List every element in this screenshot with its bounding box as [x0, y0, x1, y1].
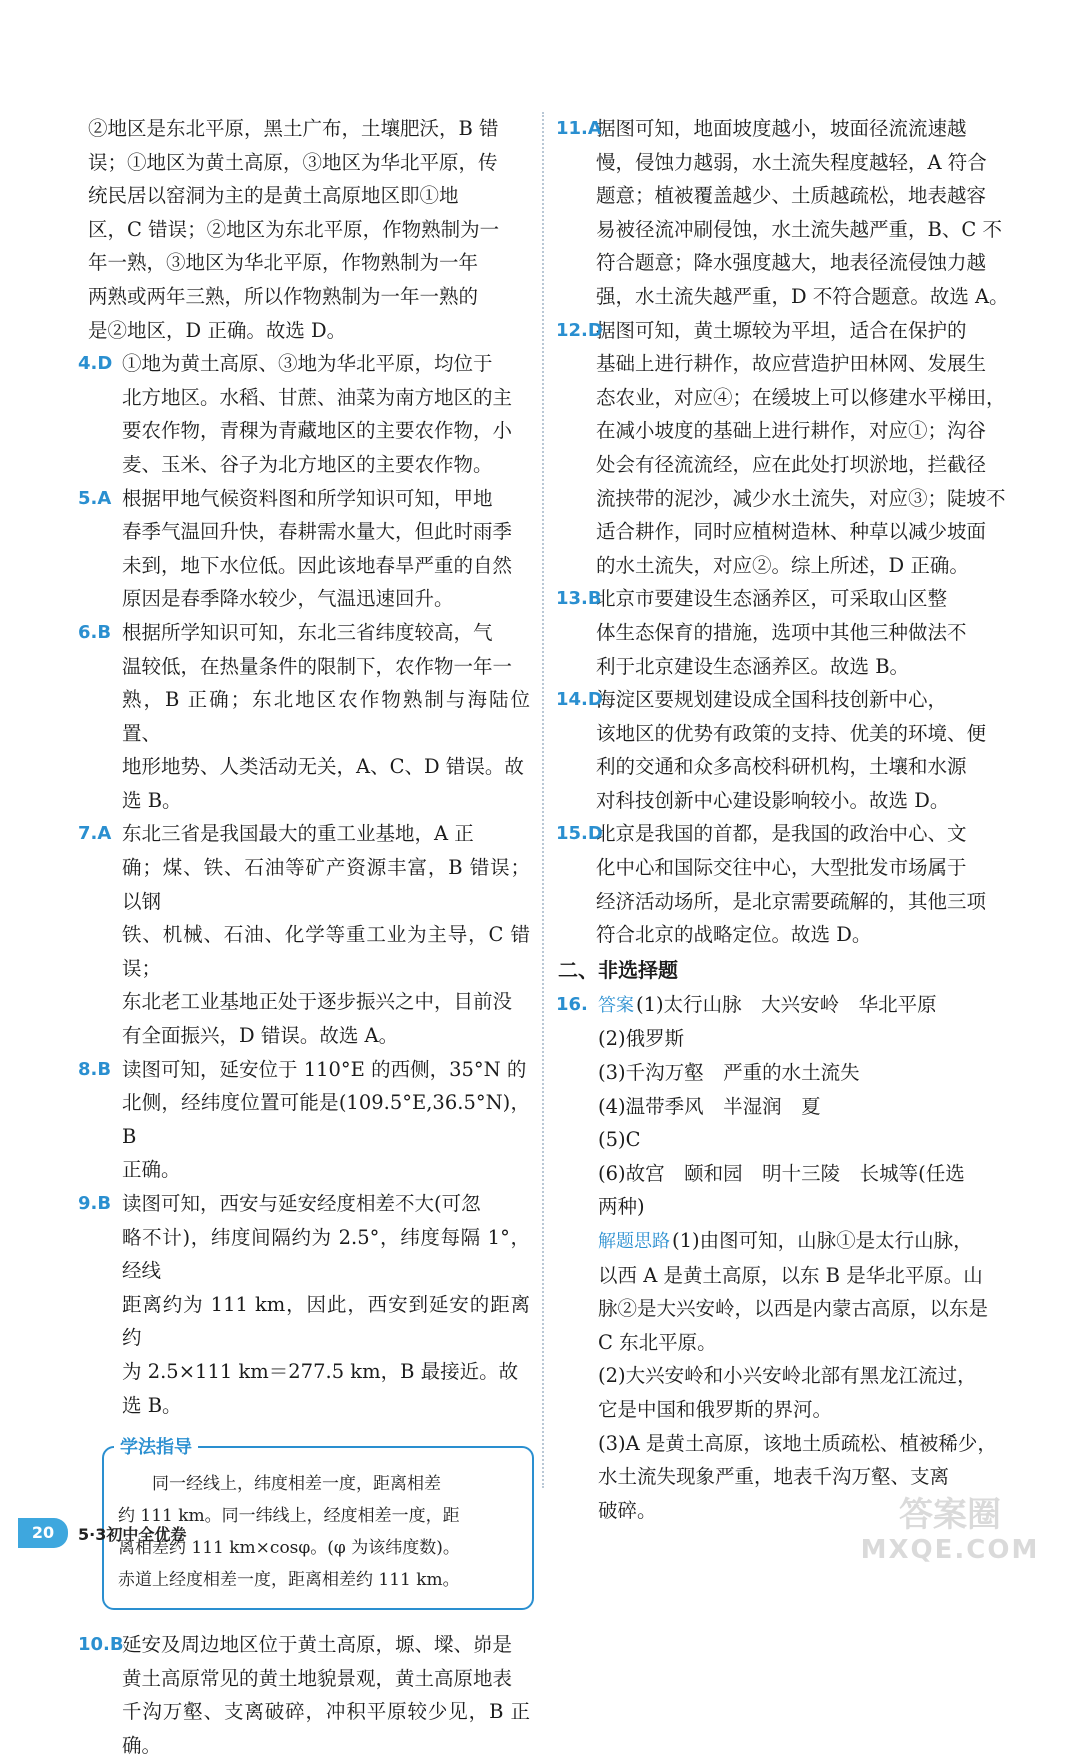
answer-text: ①地为黄土高原、③地为华北平原，均位于 北方地区。水稻、甘蔗、油菜为南方地区的主 要农作物，青稞为青藏地区的主要农作物，小 麦、玉米、谷子为北方地区的主要农作物。: [122, 352, 513, 476]
q3-continuation: ②地区是东北平原，黑土广布，土壤肥沃，B 错 误；①地区为黄土高原，③地区为华北平原，传 统民居以窑洞为主的是黄土高原地区即①地 区，C 错误；②地区为东北平原，作物熟制为一 年一熟，③地区为华北平原，作物熟制为一年 两熟或两年三熟，所以作物熟制为一年一熟的 是②地区，D 正确。故选 D。: [88, 117, 500, 342]
q16-analysis-rest: 以西 A 是黄土高原，以东 B 是华北平原。山 脉②是大兴安岭，以西是内蒙古高原，以东是 C 东北平原。 (2)大兴安岭和小兴安岭北部有黑龙江流过， 它是中国和俄罗斯的界河。 (3)A 是黄土高原，该地土质疏松、植被稀少， 水土流失现象严重，地表千沟万壑、支离 破碎。: [598, 1263, 997, 1522]
left-items-before-tip: [78, 347, 530, 1422]
column-divider: [542, 112, 544, 1488]
question-16: [556, 988, 1018, 1528]
answer-text: 读图可知，西安与延安经度相差不大(可忽 略不计)，纬度间隔约为 2.5°，纬度每隔 1°，经线 距离约为 111 km，因此，西安到延安的距离约 为 2.5×111 km＝277.5 km，B 最接近。故 选 B。: [122, 1192, 530, 1417]
answer-item: [78, 347, 530, 481]
answer-number: 6.B: [78, 621, 112, 643]
answer-text: 据图可知，地面坡度越小，坡面径流流速越 慢，侵蚀力越弱，水土流失程度越轻，A 符合 题意；植被覆盖越少、土质越疏松，地表越容 易被径流冲刷侵蚀，水土流失越严重，B、C 不 符合题意；降水强度越大，地表径流侵蚀力越 强，水土流失越严重，D 不符合题意。故选 A。: [596, 117, 1009, 308]
answer-number: 11.A: [556, 118, 602, 139]
watermark-text-cn: 答案圈: [899, 1495, 1001, 1535]
q16-answer-first: (1)太行山脉 大兴安岭 华北平原: [636, 992, 937, 1016]
answer-text: 据图可知，黄土塬较为平坦，适合在保护的 基础上进行耕作，故应营造护田林网、发展生 态农业，对应④；在缓坡上可以修建水平梯田， 在减小坡度的基础上进行耕作，对应①；沟谷 处会有径流流经，应在此处打坝淤地，拦截径 流挟带的泥沙，减少水土流失，对应③；陡坡不 适合耕作，同时应植树造林、种草以减少坡面 的水土流失，对应②。综上所述，D 正确。: [596, 318, 1006, 577]
answer-number: 10.B: [78, 1634, 124, 1656]
right-column: [556, 112, 1018, 1527]
page-number: 20: [18, 1518, 68, 1548]
answer-text: 东北三省是我国最大的重工业基地，A 正 确；煤、铁、石油等矿产资源丰富，B 错误；以钢 铁、机械、石油、化学等重工业为主导，C 错误； 东北老工业基地正处于逐步振兴之中，目前没 有全面振兴，D 错误。故选 A。: [122, 822, 530, 1048]
answer-number: 13.B: [556, 588, 602, 610]
answer-number: 4.D: [78, 353, 113, 375]
q16-answer: [556, 988, 1018, 1224]
q16-analysis: [556, 1224, 1018, 1527]
answer-number: 15.D: [556, 823, 603, 845]
answer-number: 7.A: [78, 823, 112, 845]
answer-item: [556, 112, 1018, 314]
answer-number: 8.B: [78, 1058, 112, 1080]
answer-item: [556, 683, 1018, 817]
q16-analysis-first: (1)由图可知，山脉①是太行山脉，: [672, 1229, 973, 1252]
answer-number: 9.B: [78, 1193, 112, 1214]
q16-answer-label: 答案: [598, 994, 634, 1016]
answer-item: [556, 582, 1018, 683]
answer-text: 北京是我国的首都，是我国的政治中心、文 化中心和国际交往中心，大型批发市场属于 经济活动场所，是北京需要疏解的，其他三项 符合北京的战略定位。故选 D。: [596, 822, 987, 947]
study-tip-title: 学法指导: [114, 1432, 198, 1464]
answer-item: [556, 314, 1018, 583]
q16-number: 16.: [556, 993, 588, 1015]
answer-number: 14.D: [556, 689, 603, 711]
watermark-text-en: MXQE.COM: [860, 1535, 1040, 1565]
study-tip-body: 同一经线上，纬度相差一度，距离相差 约 111 km。同一纬线上，经度相差一度，距 离相差约 111 km×cosφ。(φ 为该纬度数)。 赤道上经度相差一度，距离相差约 111 km。: [118, 1474, 460, 1591]
left-items-after-tip: [78, 1628, 530, 1762]
answer-item: [78, 1053, 530, 1187]
right-items: [556, 112, 1018, 952]
left-column: [78, 112, 530, 1763]
answer-item: [556, 817, 1018, 951]
answer-item: [78, 1187, 530, 1422]
q16-answer-rest: (2)俄罗斯 (3)千沟万壑 严重的水土流失 (4)温带季风 半湿润 夏 (5)C (6)故宫 颐和园 明十三陵 长城等(任选 两种): [598, 1027, 965, 1219]
answer-item: [78, 616, 530, 818]
answer-number: 5.A: [78, 487, 112, 509]
page-footer: [18, 1516, 186, 1550]
answer-text: 读图可知，延安位于 110°E 的西侧，35°N 的 北侧，经纬度位置可能是(109.5°E,36.5°N)，B 正确。: [122, 1057, 530, 1182]
q16-analysis-label: 解题思路: [598, 1231, 670, 1252]
answer-text: 延安及周边地区位于黄土高原，塬、墚、峁是 黄土高原常见的黄土地貌景观，黄土高原地表 千沟万壑、支离破碎，冲积平原较少见，B 正确。: [122, 1633, 530, 1757]
answer-text: 根据所学知识可知，东北三省纬度较高，气 温较低，在热量条件的限制下，农作物一年一 熟，B 正确；东北地区农作物熟制与海陆位置、 地形地势、人类活动无关，A、C、D 错误。故 选 B。: [122, 620, 530, 812]
answer-number: 12.D: [556, 319, 603, 341]
section-title-non-choice: 二、非选择题: [558, 957, 678, 982]
answer-text: 根据甲地气候资料图和所学知识可知，甲地 春季气温回升快，春耕需水量大，但此时雨季 未到，地下水位低。因此该地春旱严重的自然 原因是春季降水较少，气温迅速回升。: [122, 486, 513, 611]
answer-item: [78, 817, 530, 1052]
answer-text: 北京市要建设生态涵养区，可采取山区整 体生态保育的措施，选项中其他三种做法不 利于北京建设生态涵养区。故选 B。: [596, 587, 967, 678]
answer-text: 海淀区要规划建设成全国科技创新中心， 该地区的优势有政策的支持、优美的环境、便 利的交通和众多高校科研机构，土壤和水源 对科技创新中心建设影响较小。故选 D。: [596, 688, 987, 812]
answer-item: [78, 482, 530, 616]
book-title: 5·3初中全优卷: [78, 1524, 187, 1544]
answer-item: [78, 1628, 530, 1762]
